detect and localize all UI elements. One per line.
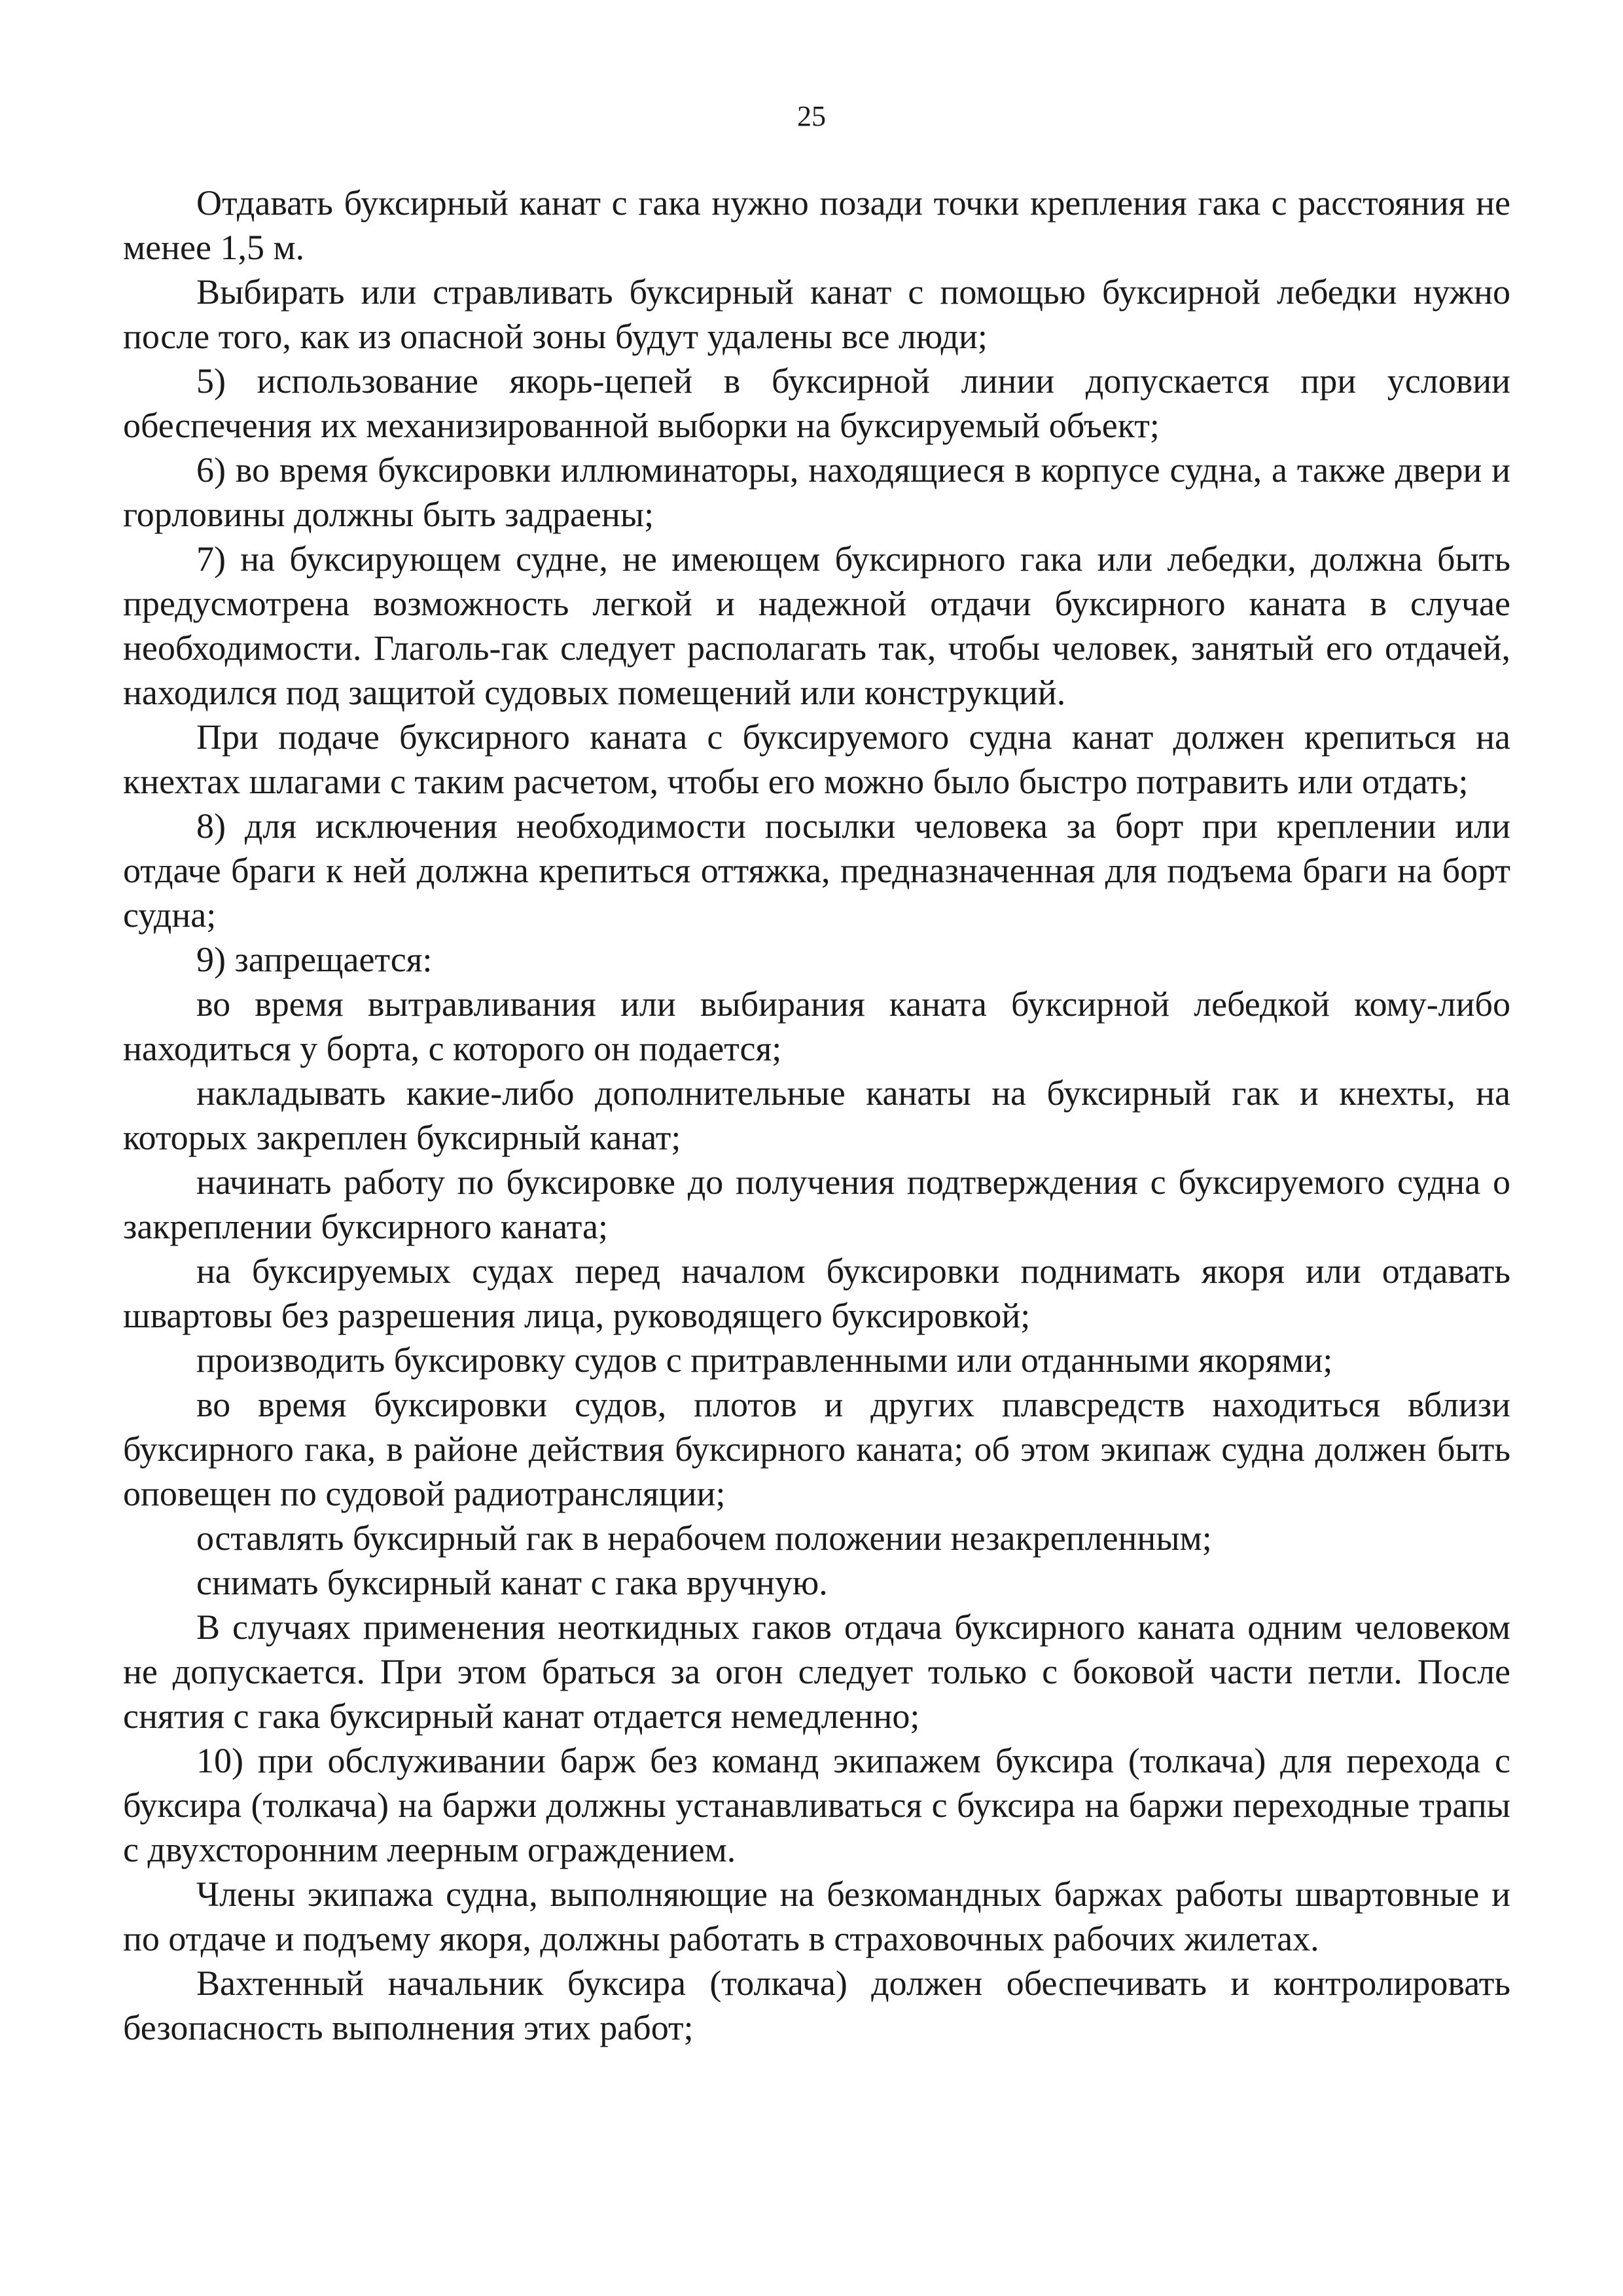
paragraph-3: 5) использование якорь-цепей в буксирной линии допускается при условии обеспечения их механизированной выборки на буксируемый объект; <box>123 361 1510 445</box>
page-number: 25 <box>797 100 826 132</box>
paragraph-7: 8) для исключения необходимости посылки человека за борт при креплении или отдаче браги к ней должна крепиться оттяжка, предназначенная для подъема браги на борт судна; <box>123 806 1510 935</box>
paragraph-10: накладывать какие-либо дополнительные канаты на буксирный гак и кнехты, на которых закреплен буксирный канат; <box>123 1073 1510 1157</box>
paragraph-13: производить буксировку судов с притравленными или отданными якорями; <box>196 1340 1333 1380</box>
paragraph-11: начинать работу по буксировке до получения подтверждения с буксируемого судна о закреплении буксирного каната; <box>123 1162 1510 1246</box>
paragraph-6: При подаче буксирного каната с буксируемого судна канат должен крепиться на кнехтах шлагами с таким расчетом, чтобы его можно было быстро потравить или отдать; <box>123 717 1510 801</box>
paragraph-17: В случаях применения неоткидных гаков отдача буксирного каната одним человеком не допускается. При этом браться за огон следует только с боковой части петли. После снятия с гака буксирный канат отдается немедленно; <box>123 1607 1510 1736</box>
paragraph-2: Выбирать или стравливать буксирный канат с помощью буксирной лебедки нужно после того, как из опасной зоны будут удалены все люди; <box>123 272 1510 356</box>
paragraph-16: снимать буксирный канат с гака вручную. <box>196 1563 828 1602</box>
paragraph-9: во время вытравливания или выбирания каната буксирной лебедкой кому-либо находиться у борта, с которого он подается; <box>123 984 1510 1068</box>
paragraph-8: 9) запрещается: <box>196 940 433 979</box>
paragraph-14: во время буксировки судов, плотов и других плавсредств находиться вблизи буксирного гака, в районе действия буксирного каната; об этом экипаж судна должен быть оповещен по судовой радиотрансляции; <box>123 1385 1510 1513</box>
paragraph-15: оставлять буксирный гак в нерабочем положении незакрепленным; <box>196 1518 1212 1558</box>
paragraph-20: Вахтенный начальник буксира (толкача) должен обеспечивать и контролировать безопасность выполнения этих работ; <box>123 1964 1510 2047</box>
paragraph-19: Члены экипажа судна, выполняющие на безкомандных баржах работы швартовные и по отдаче и подъему якоря, должны работать в страховочных рабочих жилетах. <box>123 1874 1510 1958</box>
paragraph-1: Отдавать буксирный канат с гака нужно позади точки крепления гака с расстояния не менее 1,5 м. <box>123 183 1510 267</box>
paragraph-12: на буксируемых судах перед началом буксировки поднимать якоря или отдавать швартовы без разрешения лица, руководящего буксировкой; <box>123 1251 1510 1335</box>
paragraph-5: 7) на буксирующем судне, не имеющем буксирного гака или лебедки, должна быть предусмотрена возможность легкой и надежной отдачи буксирного каната в случае необходимости. Глаголь-гак следует располагать так, чтобы человек, занятый его отдачей, находился под защитой судовых помещений или конструкций. <box>123 539 1510 712</box>
paragraph-4: 6) во время буксировки иллюминаторы, находящиеся в корпусе судна, а также двери и горловины должны быть задраены; <box>123 450 1510 534</box>
document-body <box>123 181 1510 2050</box>
paragraph-18: 10) при обслуживании барж без команд экипажем буксира (толкача) для перехода с буксира (толкача) на баржи должны устанавливаться с буксира на баржи переходные трапы с двухсторонним леерным ограждением. <box>123 1741 1510 1869</box>
